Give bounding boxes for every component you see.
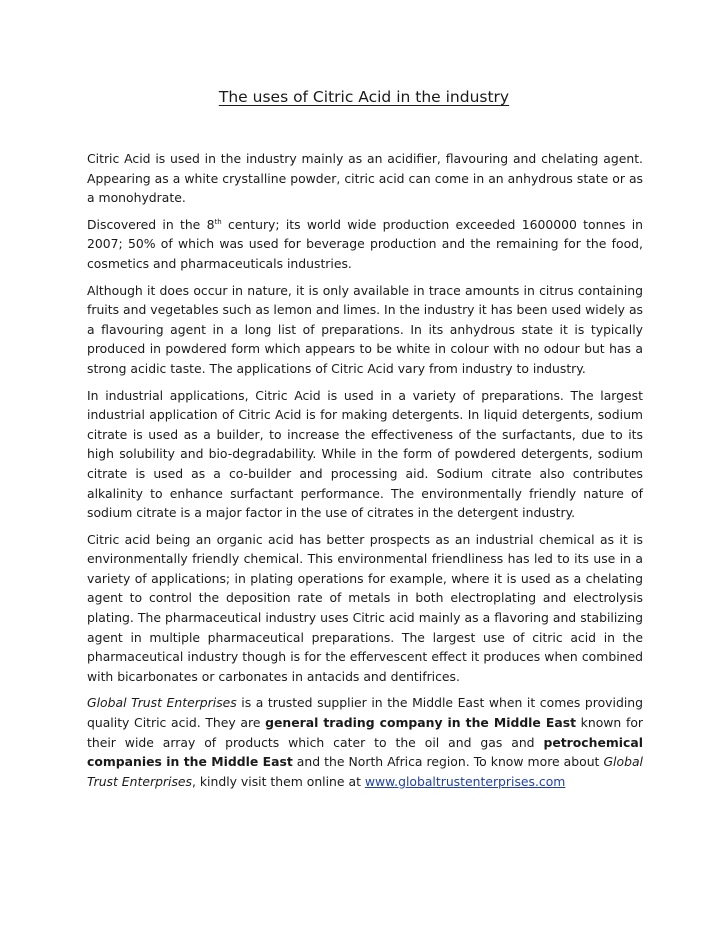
supplier-text-2: known for their wide array of products which cater to the oil and gas and — [87, 715, 643, 750]
paragraph-history — [87, 215, 643, 274]
ordinal-suffix: th — [214, 217, 222, 226]
document-title: The uses of Citric Acid in the industry — [218, 88, 510, 106]
history-text-start: Discovered in the 8 — [87, 216, 215, 232]
company-name-2: Global Trust Enterprises — [87, 754, 643, 789]
paragraph-supplier — [87, 693, 643, 791]
paragraph-detergents: In industrial applications, Citric Acid is used in a variety of preparations. The largest industrial application of Citric Acid is for making detergents. In liquid detergents, sodium citrate is used as a builder, to increase the effectiveness of the surfactants, due to its high solubility and bio-degradability. While in the form of powdered detergents, sodium citrate is used as a co-builder and processing aid. Sodium citrate also contributes alkalinity to enhance surfactant performance. The environmentally friendly nature of sodium citrate is a major factor in the use of citrates in the detergent industry. — [87, 387, 643, 521]
history-text-end: century; its world wide production exceeded 1600000 tonnes in 2007; 50% of which was used for beverage production and the remaining for the food, cosmetics and pharmaceuticals industries. — [87, 216, 643, 271]
supplier-text-1: is a trusted supplier in the Middle East when it comes providing quality Citric acid. They are — [87, 695, 643, 731]
website-link[interactable]: www.globaltrustenterprises.com — [364, 773, 566, 789]
company-name: Global Trust Enterprises — [87, 695, 237, 711]
supplier-text-3: and the North Africa region. To know more about — [292, 754, 604, 770]
keyword-trading-company: general trading company in the Middle East — [265, 715, 577, 731]
keyword-petrochemical: petrochemical companies in the Middle East — [87, 734, 643, 770]
paragraph-intro: Citric Acid is used in the industry mainly as an acidifier, flavouring and chelating agent. Appearing as a white crystalline powder, citric acid can come in an anhydrous state or as a monohydrate. — [87, 151, 643, 206]
paragraph-nature: Although it does occur in nature, it is only available in trace amounts in citrus containing fruits and vegetables such as lemon and limes. In the industry it has been used widely as a flavouring agent in a long list of preparations. In its anhydrous state it is typically produced in powdered form which appears to be white in colour with no odour but has a strong acidic taste. The applications of Citric Acid vary from industry to industry. — [87, 282, 643, 376]
paragraph-pharmaceutical: Citric acid being an organic acid has better prospects as an industrial chemical as it is environmentally friendly chemical. This environmental friendliness has led to its use in a variety of applications; in plating operations for example, where it is used as a chelating agent to control the deposition rate of metals in both electroplating and electrolysis plating. The pharmaceutical industry uses Citric acid mainly as a flavoring and stabilizing agent in multiple pharmaceutical preparations. The largest use of citric acid in the pharmaceutical industry though is for the effervescent effect it produces when combined with bicarbonates or carbonates in antacids and dentifrices. — [87, 531, 643, 684]
supplier-text-4: , kindly visit them online at — [192, 773, 365, 789]
document-body — [87, 149, 643, 798]
